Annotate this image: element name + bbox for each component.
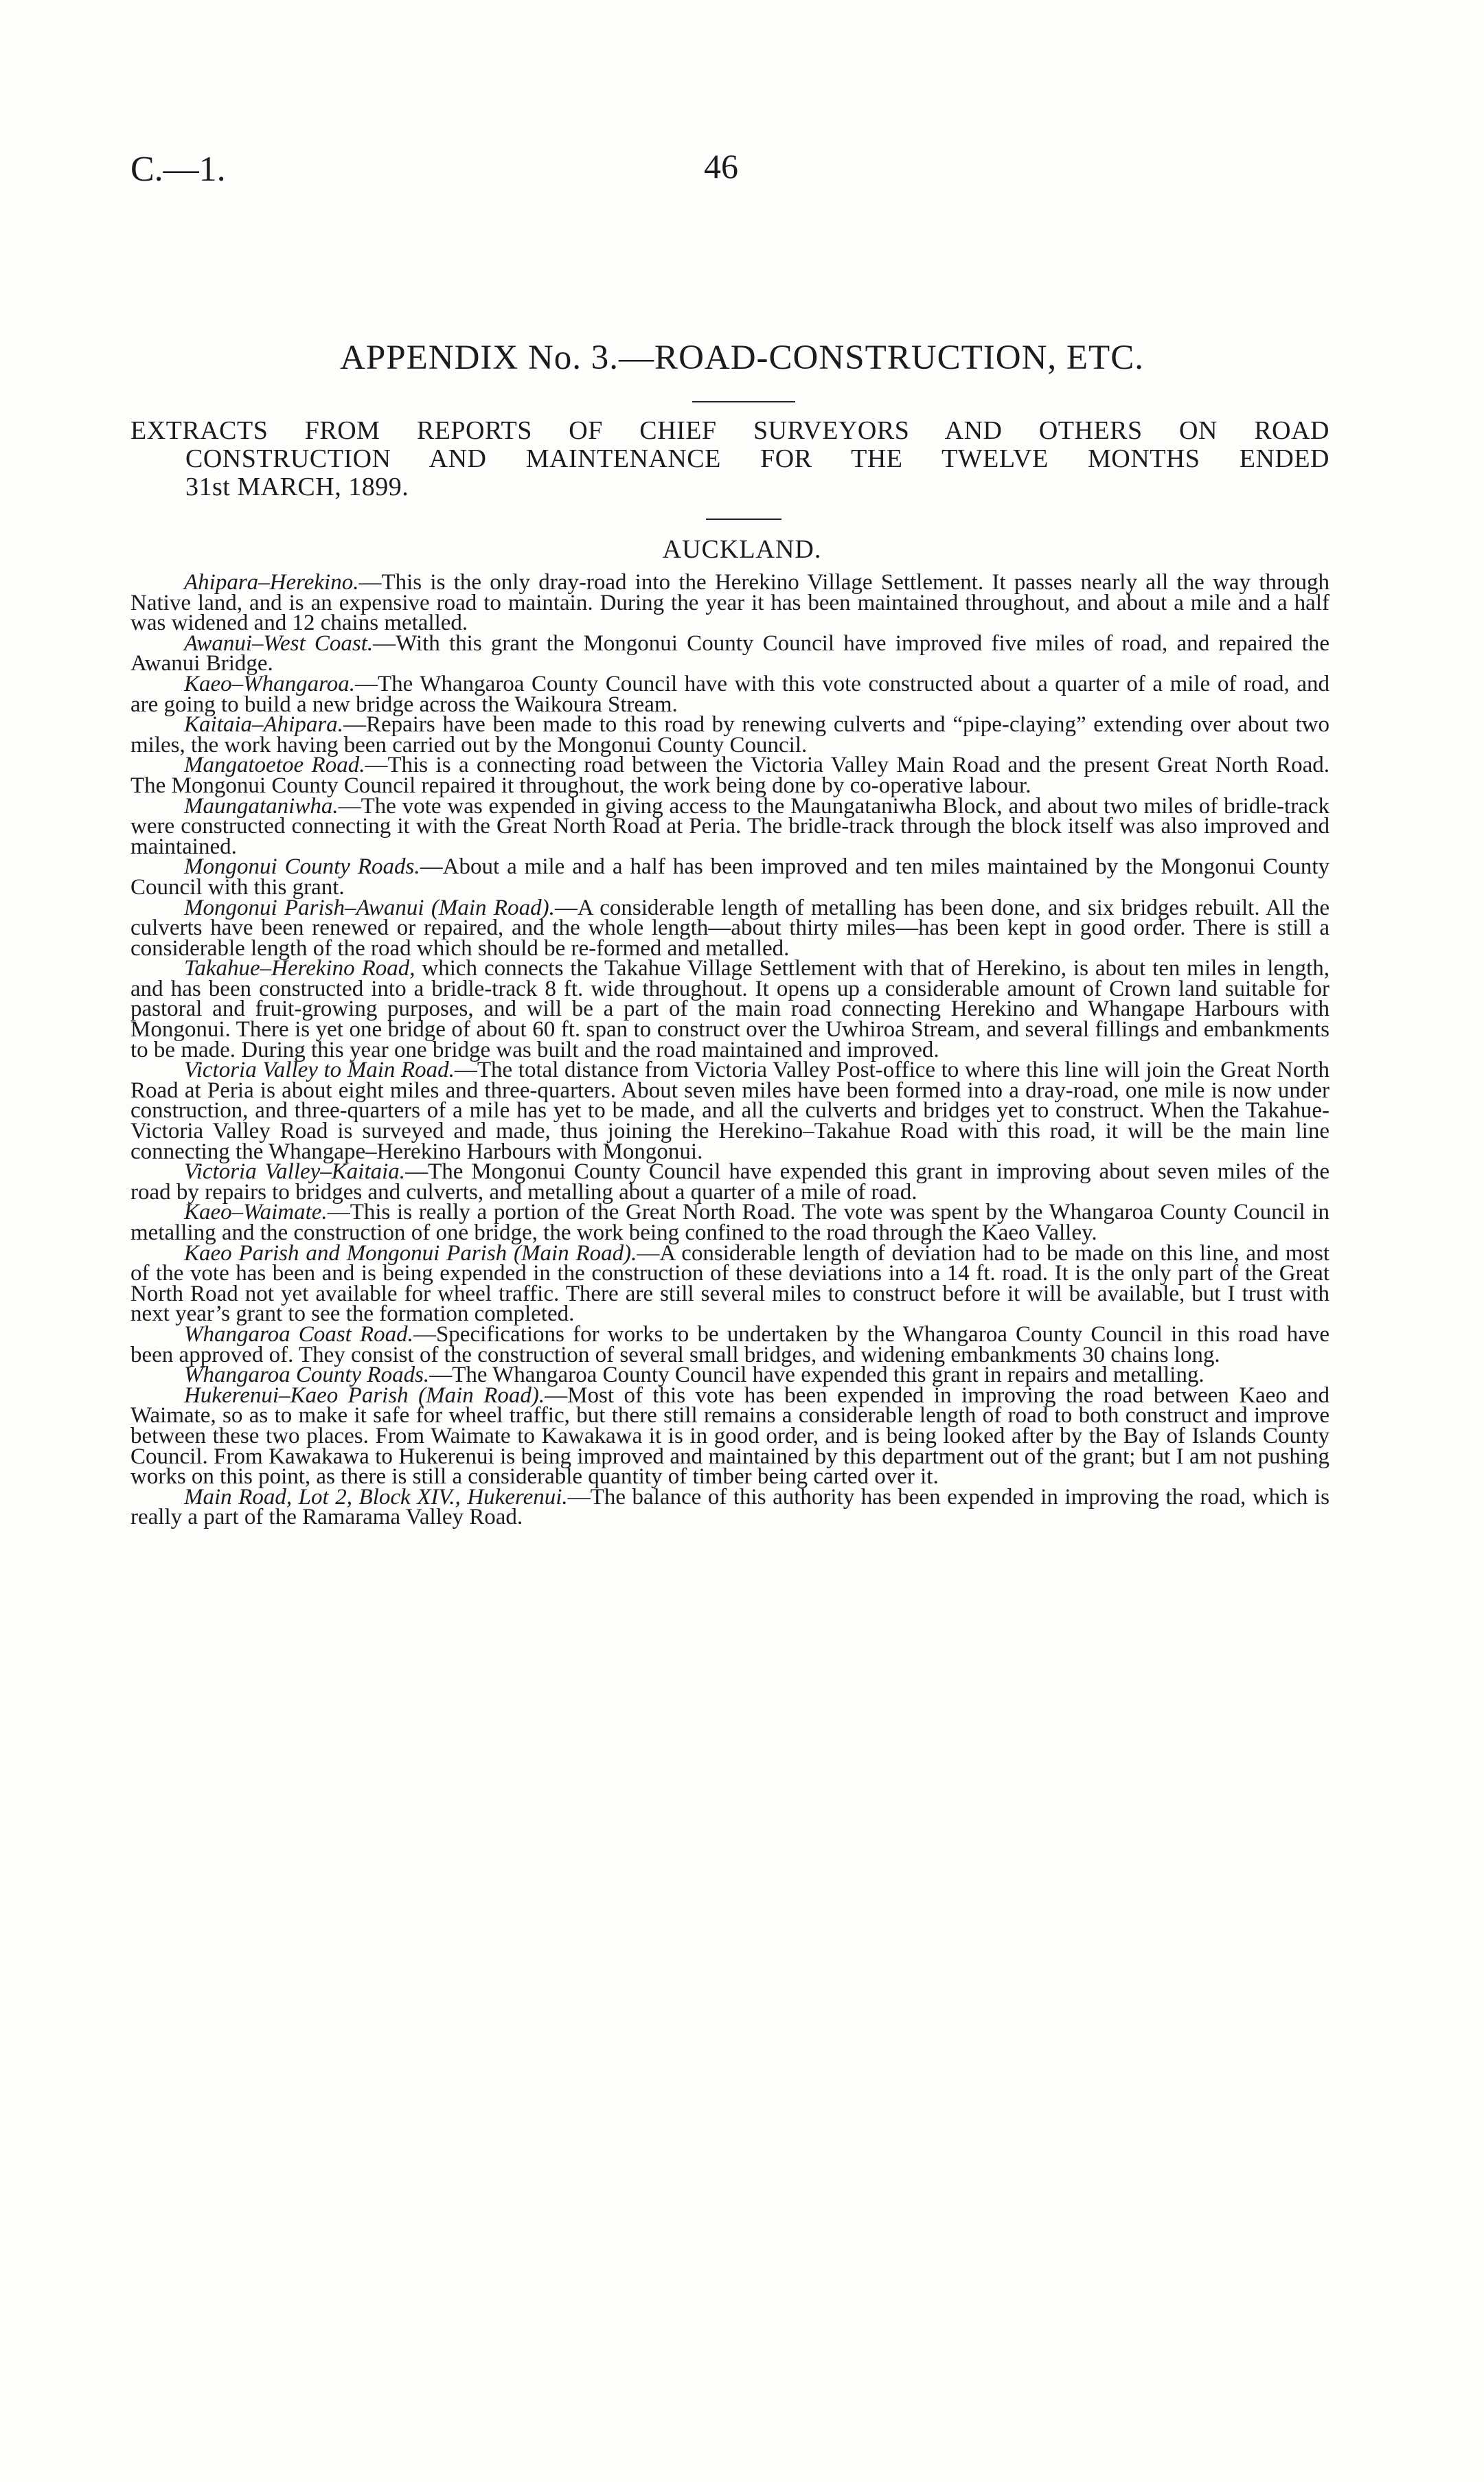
report-paragraph xyxy=(130,956,1329,1062)
page-number: 46 xyxy=(704,147,738,185)
paragraph-text: —Specifications for works to be undertaken by the Whangaroa County Council in this road have been approved of. They consist of the construction of several small bridges, and widening embankments 30 chains long. xyxy=(130,1321,1329,1367)
road-name: Kaeo–Whangaroa. xyxy=(184,671,356,696)
report-paragraph xyxy=(130,1484,1329,1530)
report-paragraph xyxy=(130,570,1329,636)
road-name: Takahue–Herekino Road, xyxy=(184,956,415,981)
paragraph-text: —A considerable length of metalling has been done, and six bridges rebuilt. All the culverts have been renewed or repaired, and the whole length—about thirty miles—has been kept in good order. There is still a considerable length of the road which should be re-formed and metalled. xyxy=(130,895,1329,961)
paragraph-text: —About a mile and a half has been improved and ten miles maintained by the Mongonui County Council with this grant. xyxy=(130,854,1330,900)
report-paragraph xyxy=(130,671,1329,717)
road-name: Victoria Valley–Kaitaia. xyxy=(184,1159,406,1185)
paragraph-text: —The Mongonui County Council have expended this grant in improving about seven miles of the road by repairs to bridges and culverts, and metalling about a quarter of a mile of road. xyxy=(130,1159,1329,1205)
paragraph-text: which connects the Takahue Village Settlement with that of Herekino, is about ten miles in length, and has been constructed into a bridle-track 8 ft. wide throughout. It opens up a considerable amount of Crown land suitable for pastoral and fruit-growing purposes, and will be a part of the main road connecting Herekino and Whangape Harbours with Mongonui. There is yet one bridge of about 60 ft. span to construct over the Uwhiroa Stream, and several fillings and embankments to be made. During this year one bridge was built and the road maintained and improved. xyxy=(130,956,1329,1062)
title-divider xyxy=(692,401,795,402)
road-name: Whangaroa County Roads. xyxy=(184,1363,430,1388)
road-name: Awanui–West Coast. xyxy=(184,630,374,656)
report-paragraph xyxy=(130,1321,1329,1367)
page-header xyxy=(0,141,1484,196)
paragraph-text: —This is a connecting road between the Victoria Valley Main Road and the present Great North Road. The Mongonui County Council repaired it throughout, the work being done by co-operative labour. xyxy=(130,753,1330,798)
paragraph-text: —Repairs have been made to this road by renewing culverts and “pipe-claying” extending over about two miles, the work having been carried out by the Mongonui County Council. xyxy=(130,712,1329,758)
road-name: Whangaroa Coast Road. xyxy=(184,1321,413,1347)
paragraph-text: —The vote was expended in giving access to the Maungataniwha Block, and about two miles of bridle-track were constructed connecting it with the Great North Road at Peria. The bridle-track through the block itself was also improved and maintained. xyxy=(130,793,1329,859)
paragraph-text: —With this grant the Mongonui County Council have improved five miles of road, and repaired the Awanui Bridge. xyxy=(130,630,1330,676)
report-paragraph xyxy=(130,755,1329,796)
road-name: Victoria Valley to Main Road. xyxy=(184,1058,455,1083)
subtitle-line: CONSTRUCTION AND MAINTENANCE FOR THE TWELVE MONTHS ENDED xyxy=(185,444,1329,473)
subtitle-divider xyxy=(706,519,781,520)
report-paragraph xyxy=(130,895,1329,961)
road-name: Mangatoetoe Road. xyxy=(184,753,365,778)
road-name: Maungataniwha. xyxy=(184,793,339,819)
report-paragraph xyxy=(130,712,1329,758)
road-name: Ahipara–Herekino. xyxy=(184,570,359,595)
report-paragraph xyxy=(130,630,1330,676)
report-subtitle xyxy=(130,417,1329,501)
paragraph-text: —This is the only dray-road into the Herekino Village Settlement. It passes nearly all the way through Native land, and is an expensive road to maintain. During the year it has been maintained throughout, and about a mile and a half was widened and 12 chains metalled. xyxy=(130,570,1329,636)
paragraph-text: —The Whangaroa County Council have with this vote constructed about a quarter of a mile of road, and are going to build a new bridge across the Waikoura Stream. xyxy=(130,671,1329,717)
subtitle-line: 31st MARCH, 1899. xyxy=(185,473,409,501)
subtitle-line: EXTRACTS FROM REPORTS OF CHIEF SURVEYORS AND OTHERS ON ROAD xyxy=(130,416,1329,445)
report-body xyxy=(130,570,1330,1530)
road-name: Mongonui County Roads. xyxy=(184,854,420,880)
document-reference: C.—1. xyxy=(130,150,226,189)
paragraph-text: —This is really a portion of the Great North Road. The vote was spent by the Whangaroa County Council in metalling and the construction of one bridge, the work being confined to the road through the Kaeo Valley. xyxy=(130,1200,1329,1245)
road-name: Mongonui Parish–Awanui (Main Road). xyxy=(184,895,555,920)
report-paragraph xyxy=(130,1060,1329,1162)
paragraph-text: —The total distance from Victoria Valley Post-office to where this line will join the Great North Road at Peria is about eight miles and three-quarters. About seven miles have been formed into a dray-road, one mile is now under construction, and three-quarters of a mile has yet to be made, and all the culverts and bridges yet to construct. When the Takahue-Victoria Valley Road is surveyed and made, thus joining the Herekino–Takahue Road with this road, it will be the main line connecting the Whangape–Herekino Harbours with Mongonui. xyxy=(130,1058,1329,1164)
report-paragraph xyxy=(130,1159,1329,1205)
road-name: Kaitaia–Ahipara. xyxy=(184,712,343,738)
report-paragraph xyxy=(130,1240,1329,1327)
paragraph-text: —Most of this vote has been expended in improving the road between Kaeo and Waimate, so as to make it safe for wheel traffic, but there still remains a considerable length of road to both construct and improve between these two places. From Waimate to Kawakawa it is in good order, and is being looked after by the Bay of Islands County Council. From Kawakawa to Hukerenui is being improved and maintained by this department out of the grant; but I am not pushing works on this point, as there is still a considerable quantity of timber being carted over it. xyxy=(130,1382,1329,1490)
report-paragraph xyxy=(130,1382,1329,1490)
region-heading: AUCKLAND. xyxy=(662,535,822,564)
road-name: Hukerenui–Kaeo Parish (Main Road). xyxy=(184,1382,545,1408)
road-name: Kaeo Parish and Mongonui Parish (Main Road). xyxy=(184,1240,637,1266)
road-name: Main Road, Lot 2, Block XIV., Hukerenui. xyxy=(184,1484,568,1510)
report-paragraph xyxy=(130,1200,1329,1245)
road-name: Kaeo–Waimate. xyxy=(184,1200,328,1225)
paragraph-text: —The balance of this authority has been expended in improving the road, which is really a part of the Ramarama Valley Road. xyxy=(130,1484,1329,1530)
report-paragraph xyxy=(130,793,1329,859)
appendix-title: APPENDIX No. 3.—ROAD-CONSTRUCTION, ETC. xyxy=(340,339,1144,377)
paragraph-text: —A considerable length of deviation had to be made on this line, and most of the vote has been and is being expended in the construction of these deviations into a 14 ft. road. It is the only part of the Great North Road not yet available for wheel traffic. There are still several miles to construct before it will be available, but I trust with next year’s grant to see the formation completed. xyxy=(130,1240,1329,1327)
paragraph-text: —The Whangaroa County Council have expended this grant in repairs and metalling. xyxy=(429,1363,1205,1388)
report-paragraph xyxy=(130,854,1330,900)
